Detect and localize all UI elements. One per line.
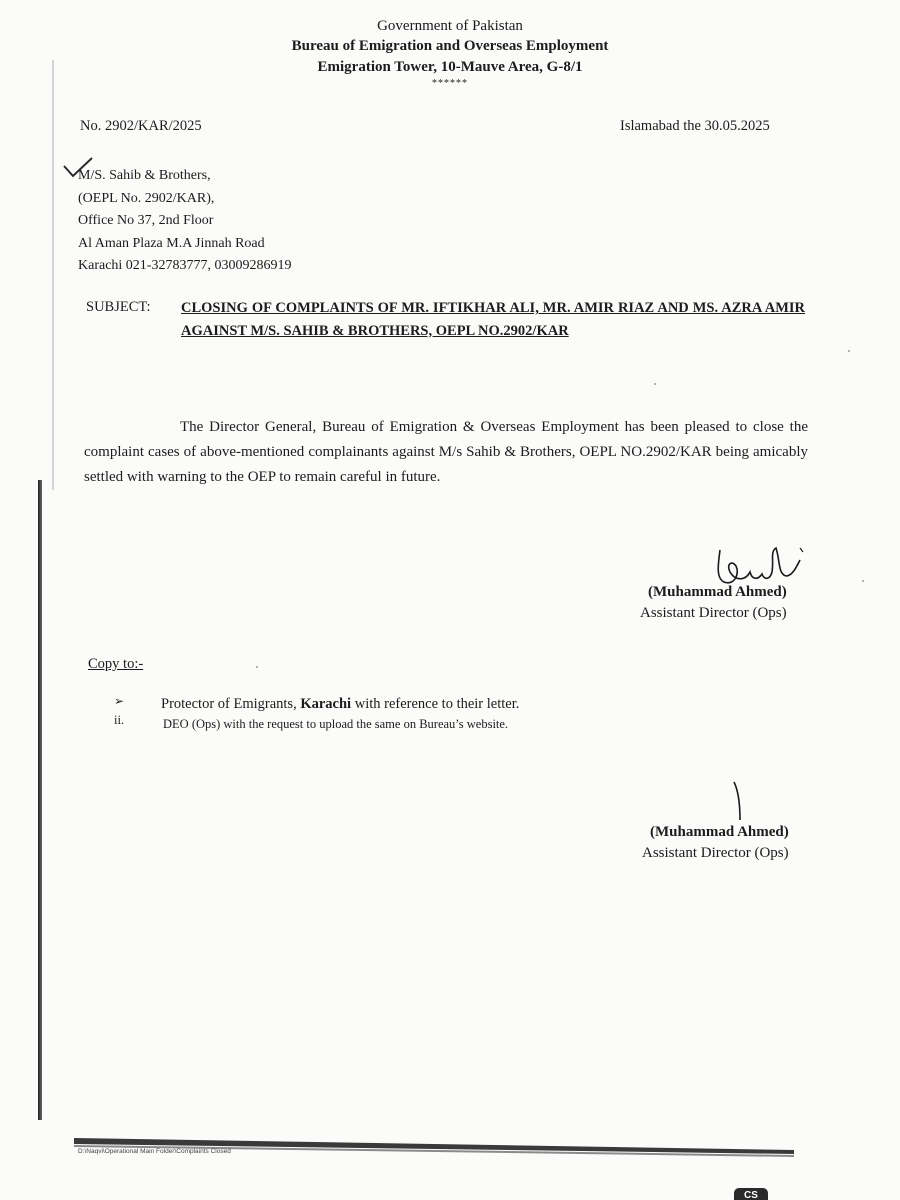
signatory-title: Assistant Director (Ops) — [640, 605, 787, 621]
scan-speck — [862, 580, 864, 582]
header-asterisks: ****** — [432, 78, 468, 89]
signatory-name: (Muhammad Ahmed) — [648, 584, 787, 600]
copy-to-item: DEO (Ops) with the request to upload the same on Bureau’s website. — [163, 717, 509, 731]
addressee-line: Karachi 021-32783777, 03009286919 — [78, 258, 292, 273]
subject-text: CLOSING OF COMPLAINTS OF MR. IFTIKHAR ALI, MR. AMIR RIAZ AND MS. AZRA AMIR AGAINST M/S. SAHIB & BROTHERS, OEPL NO.2902/KAR — [181, 300, 805, 339]
scan-speck — [848, 350, 850, 352]
letter-date: Islamabad the 30.05.2025 — [620, 118, 770, 134]
signatory-name: (Muhammad Ahmed) — [650, 824, 789, 840]
header-address: Emigration Tower, 10-Mauve Area, G-8/1 — [317, 59, 583, 75]
header-government: Government of Pakistan — [377, 18, 523, 34]
header-bureau: Bureau of Emigration and Overseas Employment — [291, 38, 609, 54]
copy-to-item: Protector of Emigrants, Karachi with reference to their letter. — [161, 696, 520, 712]
addressee-line: (OEPL No. 2902/KAR), — [78, 190, 215, 206]
initial-mark — [728, 780, 748, 822]
copy-to-label: Copy to:- — [88, 656, 144, 672]
arrow-bullet-icon: ➢ — [114, 694, 125, 708]
subject-label: SUBJECT: — [86, 299, 151, 315]
addressee-line: Office No 37, 2nd Floor — [78, 213, 214, 228]
body-paragraph: The Director General, Bureau of Emigration & Overseas Employment has been pleased to close the complaint cases of above-mentioned complainants against M/s Sahib & Brothers, OEPL NO.2902/KAR being amicably settled with warning to the OEP to remain careful in future. — [84, 419, 808, 485]
footer-file-path: D:\Naqvi\Operational Main Folder\Complaints Closed — [78, 1148, 231, 1155]
copy-to-item-marker: ii. — [114, 713, 125, 727]
signature-image — [700, 530, 810, 592]
scan-shadow-left — [38, 480, 42, 1120]
scan-speck — [256, 666, 258, 668]
reference-number: No. 2902/KAR/2025 — [80, 118, 202, 134]
scan-shadow-top — [52, 60, 54, 490]
addressee-line: M/S. Sahib & Brothers, — [78, 168, 211, 183]
addressee-block — [78, 165, 291, 278]
signatory-title: Assistant Director (Ops) — [642, 845, 789, 861]
addressee-line: Al Aman Plaza M.A Jinnah Road — [78, 235, 265, 251]
scanner-logo: CS — [734, 1188, 768, 1200]
scan-speck — [654, 383, 656, 385]
